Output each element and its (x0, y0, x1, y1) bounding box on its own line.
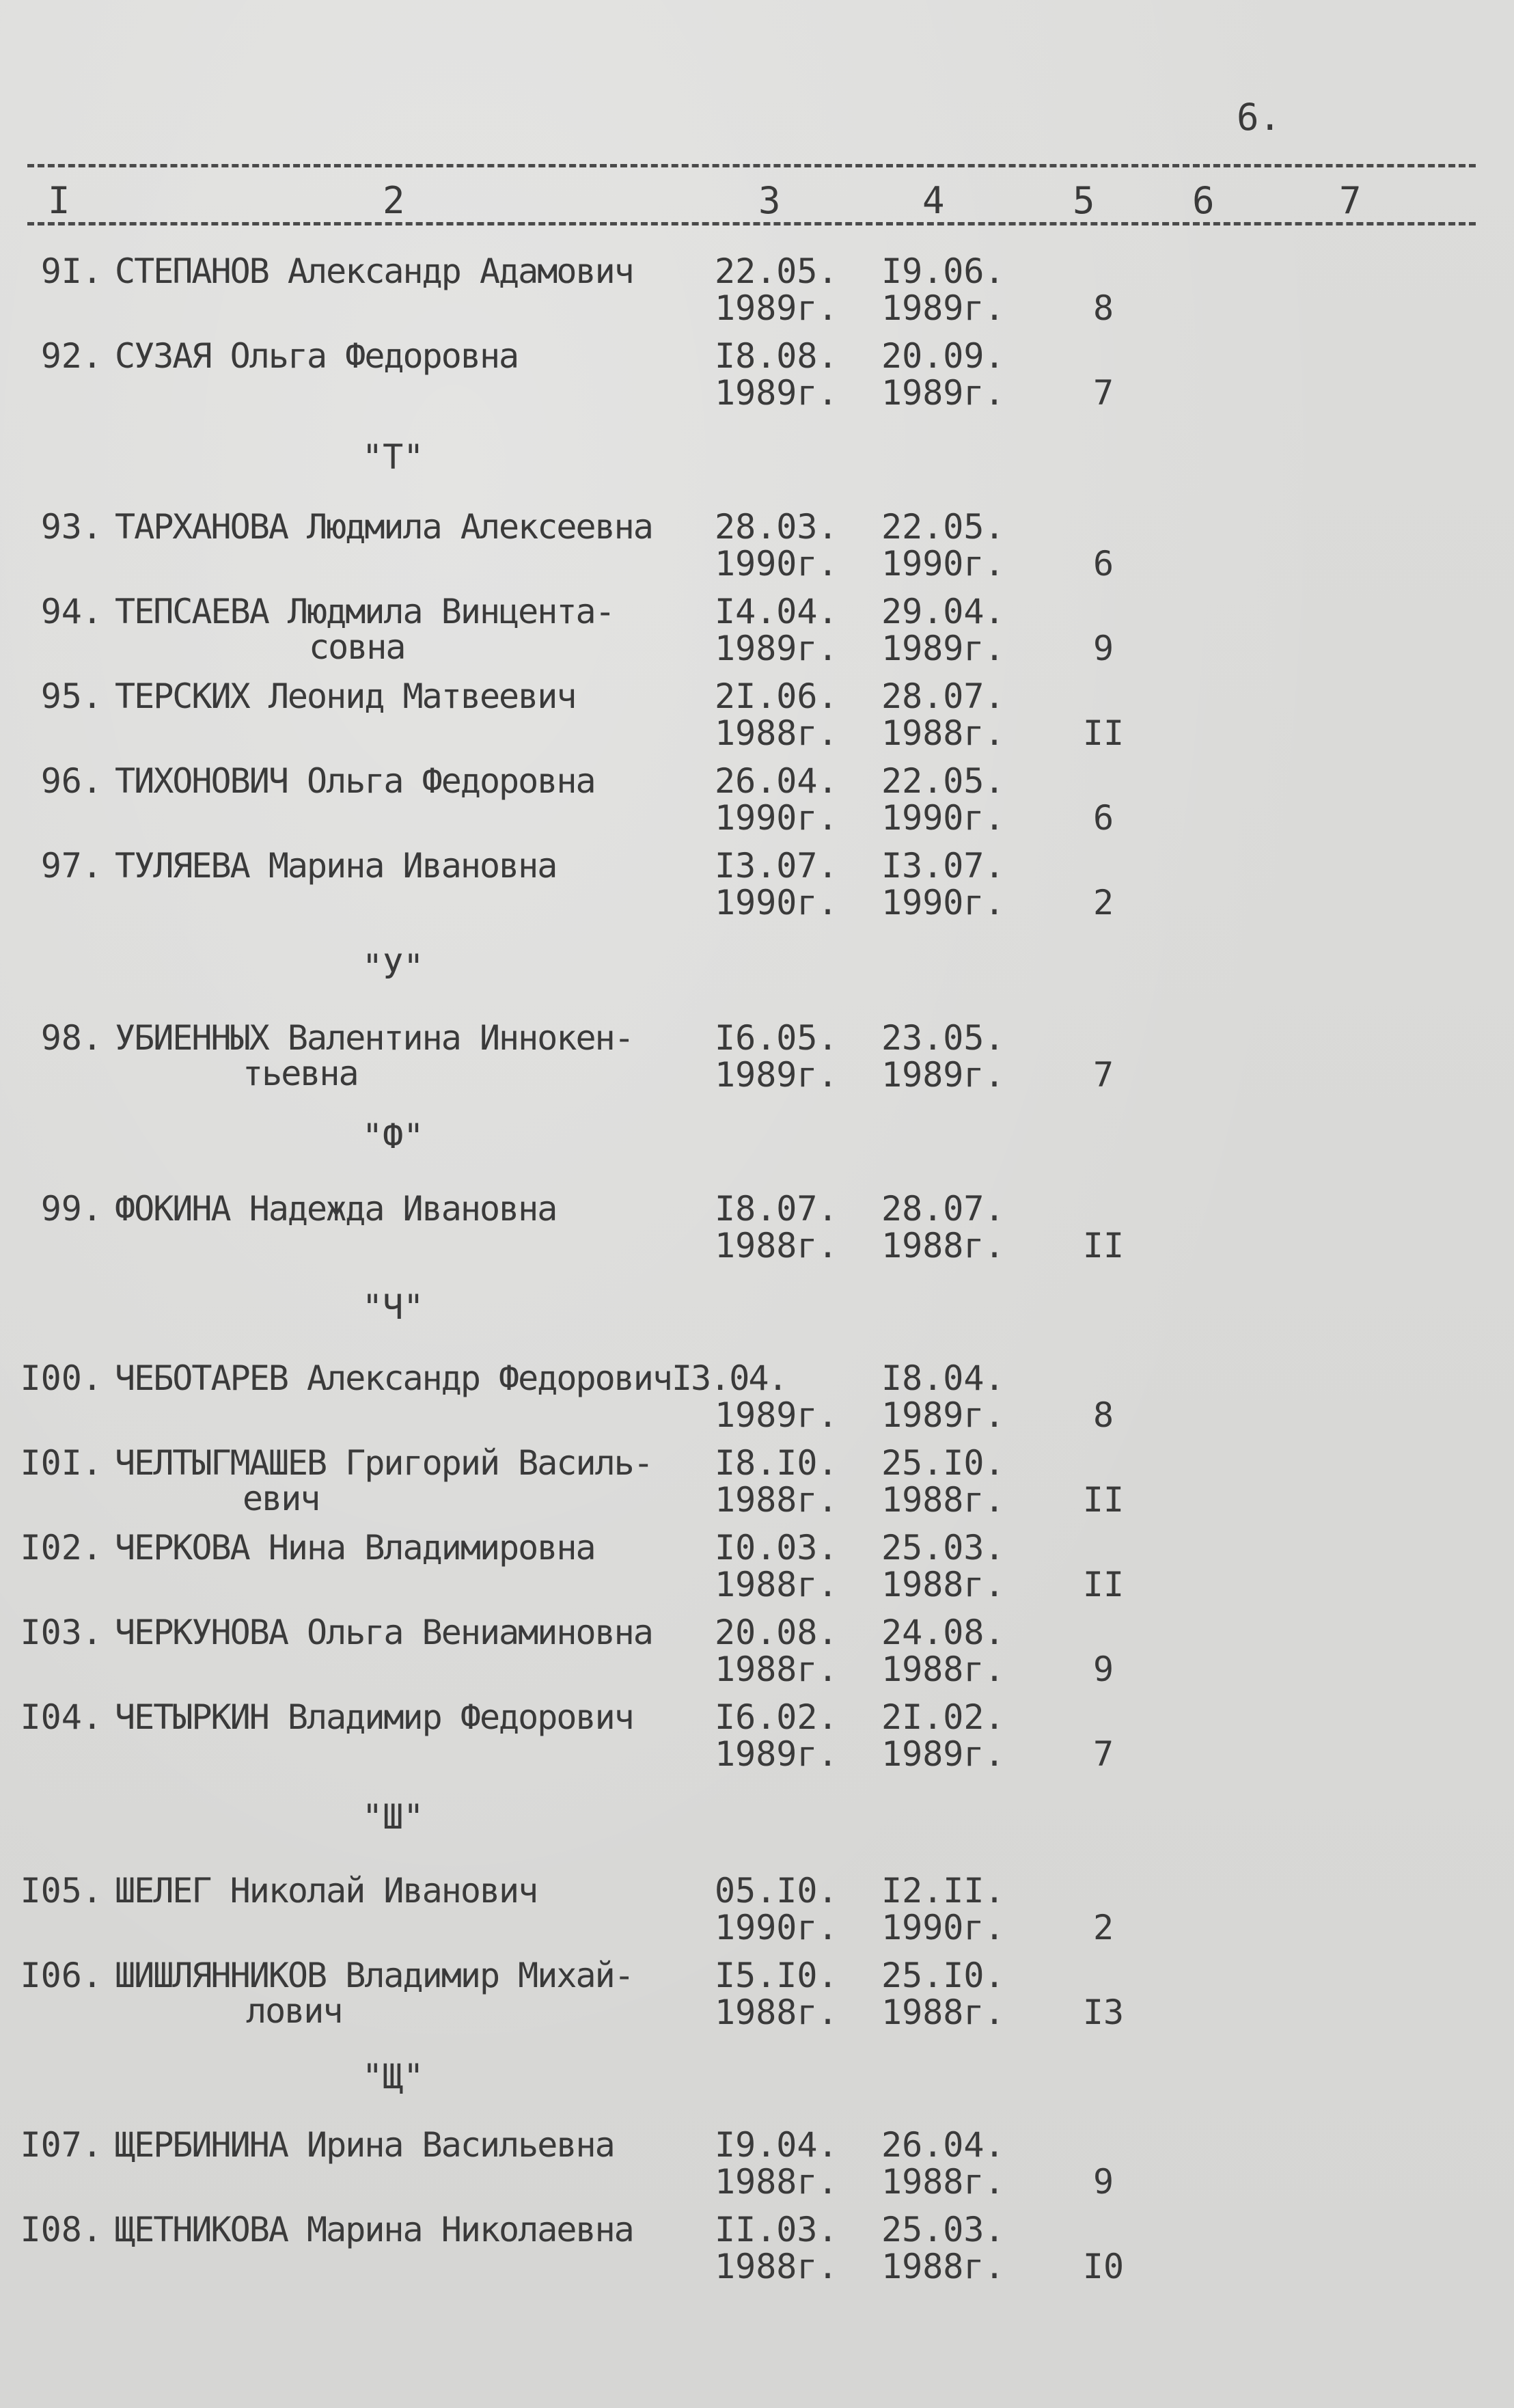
person-name: ТУЛЯЕВА Марина Ивановна (115, 846, 557, 886)
section-letter: "Щ" (362, 2057, 424, 2096)
end-date: I8.04. (881, 1358, 1005, 1398)
start-year: 1988г. (715, 1565, 838, 1604)
start-date: II.03. (715, 2210, 838, 2249)
count-value: I0 (1082, 2247, 1125, 2286)
end-date: I3.07. (881, 846, 1005, 886)
start-date: 28.03. (715, 507, 838, 547)
row-number: I0I. (20, 1443, 102, 1483)
start-year: 1989г. (715, 629, 838, 668)
row-number: I02. (20, 1528, 102, 1568)
end-date: 20.09. (881, 336, 1005, 376)
count-value: 2 (1092, 1908, 1114, 1947)
end-year: 1990г. (881, 544, 1005, 584)
end-year: 1989г. (881, 1055, 1005, 1095)
header-bottom-rule (27, 222, 1476, 225)
col-header-5: 5 (1073, 179, 1095, 222)
person-name: ЧЕРКОВА Нина Владимировна (115, 1528, 595, 1568)
end-year: 1988г. (881, 1993, 1005, 2032)
end-year: 1990г. (881, 883, 1005, 922)
end-date: 23.05. (881, 1018, 1005, 1058)
count-value: 6 (1092, 798, 1114, 838)
header-top-rule (27, 164, 1476, 167)
row-number: 98. (40, 1018, 102, 1058)
start-date: 2I.06. (715, 676, 838, 716)
section-letter: "Ш" (362, 1797, 424, 1837)
row-number: I03. (20, 1613, 102, 1652)
count-value: 2 (1092, 883, 1114, 922)
end-year: 1989г. (881, 1395, 1005, 1435)
person-name-continued: тьевна (243, 1054, 358, 1093)
start-date: I0.03. (715, 1528, 838, 1568)
start-year: 1990г. (715, 544, 838, 584)
start-date: 05.I0. (715, 1871, 838, 1911)
person-name: ШЕЛЕГ Николай Иванович (115, 1871, 538, 1911)
count-value: 8 (1092, 1395, 1114, 1435)
count-value: 7 (1092, 1055, 1114, 1095)
start-date: I6.02. (715, 1697, 838, 1737)
person-name: ШИШЛЯННИКОВ Владимир Михай- (115, 1956, 633, 1995)
end-date: 22.05. (881, 507, 1005, 547)
end-year: 1988г. (881, 1650, 1005, 1689)
person-name: ФОКИНА Надежда Ивановна (115, 1189, 557, 1229)
count-value: 6 (1092, 544, 1114, 584)
end-date: 25.03. (881, 1528, 1005, 1568)
person-name: УБИЕННЫХ Валентина Иннокен- (115, 1018, 633, 1058)
row-number: 9I. (40, 251, 102, 291)
count-value: II (1082, 1565, 1125, 1604)
start-date: I8.08. (715, 336, 838, 376)
start-date: I5.I0. (715, 1956, 838, 1995)
person-name: ТАРХАНОВА Людмила Алексеевна (115, 507, 652, 547)
page-number: 6. (1237, 96, 1282, 139)
start-date: I4.04. (715, 592, 838, 631)
start-date: I9.04. (715, 2125, 838, 2165)
start-year: 1989г. (715, 1395, 838, 1435)
person-name: СУЗАЯ Ольга Федоровна (115, 336, 519, 376)
start-year: 1989г. (715, 1734, 838, 1774)
end-date: 26.04. (881, 2125, 1005, 2165)
start-date: 26.04. (715, 761, 838, 801)
end-date: 25.I0. (881, 1956, 1005, 1995)
col-header-4: 4 (922, 179, 945, 222)
end-year: 1989г. (881, 373, 1005, 413)
count-value: II (1082, 713, 1125, 753)
section-letter: "У" (362, 947, 424, 987)
col-header-6: 6 (1192, 179, 1215, 222)
person-name: СТЕПАНОВ Александр Адамович (115, 251, 633, 291)
row-number: 92. (40, 336, 102, 376)
end-year: 1990г. (881, 798, 1005, 838)
end-year: 1988г. (881, 2247, 1005, 2286)
count-value: 9 (1092, 629, 1114, 668)
row-number: I06. (20, 1956, 102, 1995)
section-letter: "Ч" (362, 1287, 424, 1327)
person-name: ТИХОНОВИЧ Ольга Федоровна (115, 761, 595, 801)
row-number: 96. (40, 761, 102, 801)
col-header-2: 2 (383, 179, 405, 222)
start-date: 22.05. (715, 251, 838, 291)
end-year: 1988г. (881, 2162, 1005, 2202)
end-date: 25.I0. (881, 1443, 1005, 1483)
row-number: 94. (40, 592, 102, 631)
person-name-continued: лович (246, 1991, 342, 2031)
start-date: I8.07. (715, 1189, 838, 1229)
row-number: I04. (20, 1697, 102, 1737)
end-date: 22.05. (881, 761, 1005, 801)
count-value: 8 (1092, 288, 1114, 328)
end-year: 1989г. (881, 288, 1005, 328)
person-name: ТЕПСАЕВА Людмила Винцента- (115, 592, 614, 631)
person-name: ЧЕРКУНОВА Ольга Вениаминовна (115, 1613, 652, 1652)
count-value: 7 (1092, 1734, 1114, 1774)
count-value: I3 (1082, 1993, 1125, 2032)
person-name-continued: совна (309, 627, 405, 667)
start-year: 1988г. (715, 713, 838, 753)
row-number: I07. (20, 2125, 102, 2165)
col-header-1: I (48, 179, 70, 222)
row-number: I00. (20, 1358, 102, 1398)
end-year: 1988г. (881, 1226, 1005, 1265)
end-year: 1988г. (881, 1480, 1005, 1520)
end-date: 28.07. (881, 676, 1005, 716)
col-header-7: 7 (1339, 179, 1362, 222)
person-name-continued: евич (243, 1479, 320, 1518)
start-year: 1988г. (715, 1226, 838, 1265)
count-value: II (1082, 1226, 1125, 1265)
end-date: 24.08. (881, 1613, 1005, 1652)
start-year: 1988г. (715, 2247, 838, 2286)
start-year: 1989г. (715, 288, 838, 328)
start-year: 1988г. (715, 1480, 838, 1520)
end-date: 25.03. (881, 2210, 1005, 2249)
col-header-3: 3 (758, 179, 781, 222)
person-name: ЩЕТНИКОВА Марина Николаевна (115, 2210, 633, 2249)
end-year: 1988г. (881, 713, 1005, 753)
end-year: 1990г. (881, 1908, 1005, 1947)
count-value: 7 (1092, 373, 1114, 413)
section-letter: "Т" (362, 437, 424, 477)
start-year: 1990г. (715, 798, 838, 838)
start-year: 1989г. (715, 1055, 838, 1095)
person-name: ЩЕРБИНИНА Ирина Васильевна (115, 2125, 614, 2165)
end-year: 1988г. (881, 1565, 1005, 1604)
row-number: 97. (40, 846, 102, 886)
start-year: 1989г. (715, 373, 838, 413)
start-date: I6.05. (715, 1018, 838, 1058)
start-year: 1988г. (715, 1650, 838, 1689)
row-number: 93. (40, 507, 102, 547)
section-letter: "Ф" (362, 1117, 424, 1156)
row-number: 99. (40, 1189, 102, 1229)
start-year: 1990г. (715, 883, 838, 922)
end-date: 29.04. (881, 592, 1005, 631)
start-date: I3.07. (715, 846, 838, 886)
row-number: 95. (40, 676, 102, 716)
start-year: 1990г. (715, 1908, 838, 1947)
start-date: 20.08. (715, 1613, 838, 1652)
end-date: 28.07. (881, 1189, 1005, 1229)
count-value: II (1082, 1480, 1125, 1520)
count-value: 9 (1092, 2162, 1114, 2202)
end-year: 1989г. (881, 629, 1005, 668)
person-name: ЧЕЛТЫГМАШЕВ Григорий Василь- (115, 1443, 652, 1483)
person-name: ЧЕБОТАРЕВ Александр ФедоровичI3.04. (115, 1358, 787, 1398)
person-name: ЧЕТЫРКИН Владимир Федорович (115, 1697, 633, 1737)
end-date: I9.06. (881, 251, 1005, 291)
start-date: I8.I0. (715, 1443, 838, 1483)
end-year: 1989г. (881, 1734, 1005, 1774)
row-number: I08. (20, 2210, 102, 2249)
count-value: 9 (1092, 1650, 1114, 1689)
end-date: 2I.02. (881, 1697, 1005, 1737)
row-number: I05. (20, 1871, 102, 1911)
start-year: 1988г. (715, 1993, 838, 2032)
start-year: 1988г. (715, 2162, 838, 2202)
end-date: I2.II. (881, 1871, 1005, 1911)
person-name: ТЕРСКИХ Леонид Матвеевич (115, 676, 576, 716)
